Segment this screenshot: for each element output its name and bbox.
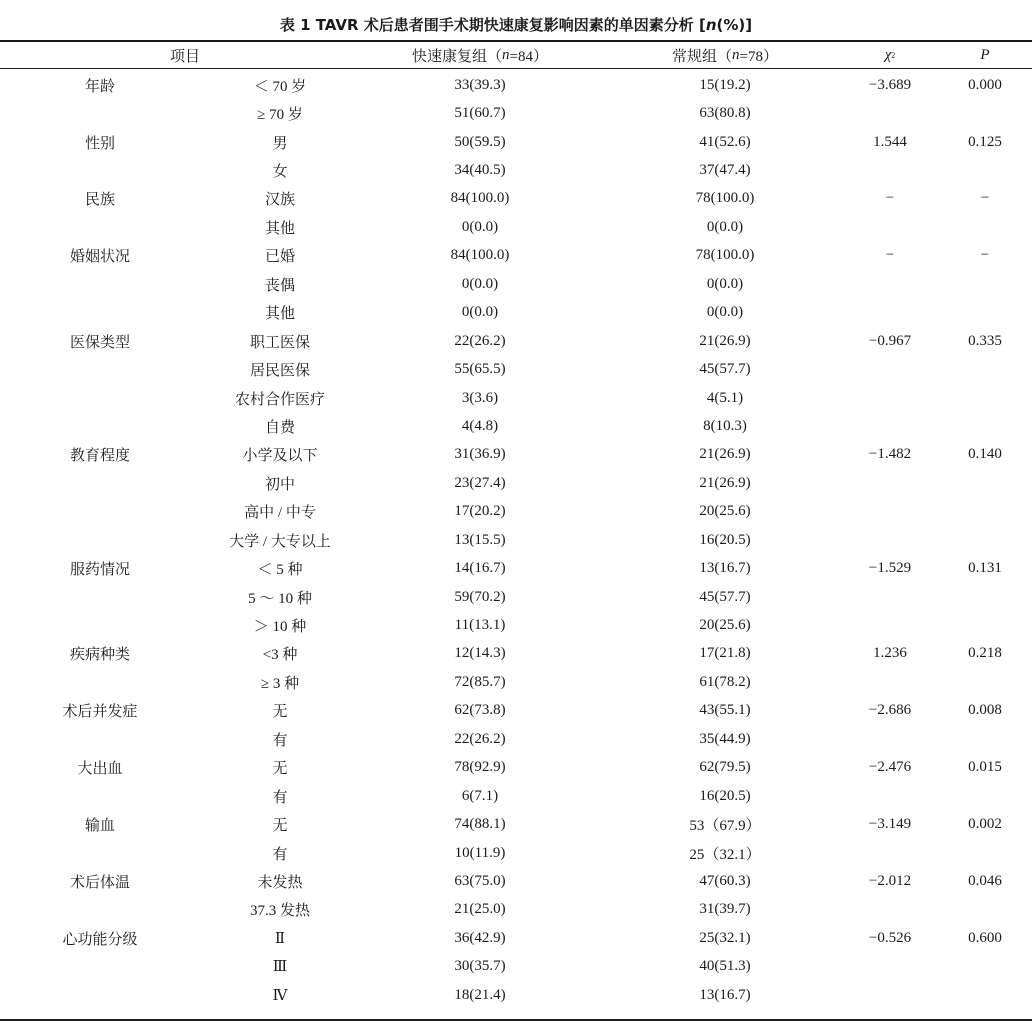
row-category xyxy=(30,953,170,981)
table-row xyxy=(0,242,1032,270)
row-regular-group-value: 63(80.8) xyxy=(699,105,751,122)
row-chi-square: −0.967 xyxy=(868,332,912,349)
row-fast-group-value: 62(73.8) xyxy=(454,702,506,719)
row-category: 医保类型 xyxy=(69,334,130,351)
row-category xyxy=(30,270,170,298)
row-category xyxy=(30,469,170,497)
row-subgroup: 有 xyxy=(272,789,288,806)
row-p-value: 0.335 xyxy=(968,332,1002,349)
header-p-value: P xyxy=(980,46,990,63)
row-regular-group-value: 47(60.3) xyxy=(699,872,751,889)
table-row xyxy=(0,469,1032,497)
row-regular-group-value: 0(0.0) xyxy=(706,304,744,321)
row-p-value xyxy=(930,583,1032,611)
row-category xyxy=(30,498,170,526)
row-regular-group-value: 31(39.7) xyxy=(699,901,751,918)
row-subgroup: ≥ 3 种 xyxy=(260,675,300,692)
row-fast-group-value: 23(27.4) xyxy=(454,474,506,491)
row-category xyxy=(30,611,170,639)
row-p-value: − xyxy=(980,247,990,264)
row-category: 输血 xyxy=(84,818,115,835)
row-regular-group-value: 62(79.5) xyxy=(699,759,751,776)
row-chi-square: −1.529 xyxy=(868,560,912,577)
row-p-value: 0.600 xyxy=(968,929,1002,946)
row-regular-group-value: 78(100.0) xyxy=(695,190,755,207)
row-category xyxy=(30,725,170,753)
row-p-value xyxy=(930,270,1032,298)
row-fast-group-value: 13(15.5) xyxy=(454,531,506,548)
row-category xyxy=(30,839,170,867)
row-subgroup: 初中 xyxy=(264,476,295,493)
row-subgroup: 居民医保 xyxy=(249,363,310,380)
row-subgroup: 无 xyxy=(272,704,288,721)
row-chi-square: − xyxy=(885,190,895,207)
row-fast-group-value: 0(0.0) xyxy=(461,304,499,321)
row-category: 教育程度 xyxy=(69,448,130,465)
row-fast-group-value: 63(75.0) xyxy=(454,872,506,889)
table-row xyxy=(0,953,1032,981)
row-subgroup: 大学 / 大专以上 xyxy=(229,533,331,550)
row-fast-group-value: 84(100.0) xyxy=(450,247,510,264)
row-chi-square: −3.689 xyxy=(868,76,912,93)
row-chi-square: −2.686 xyxy=(868,702,912,719)
row-regular-group-value: 43(55.1) xyxy=(699,702,751,719)
row-category xyxy=(30,782,170,810)
row-p-value xyxy=(930,782,1032,810)
row-category xyxy=(30,384,170,412)
row-regular-group-value: 53（67.9） xyxy=(689,818,761,835)
table-row xyxy=(0,526,1032,554)
row-subgroup: 5 ～ 10 种 xyxy=(248,590,312,607)
row-category: 民族 xyxy=(84,192,115,209)
row-regular-group-value: 16(20.5) xyxy=(699,531,751,548)
row-fast-group-value: 17(20.2) xyxy=(454,503,506,520)
row-fast-group-value: 30(35.7) xyxy=(454,958,506,975)
row-subgroup: 未发热 xyxy=(257,874,303,891)
row-subgroup: 其他 xyxy=(264,220,295,237)
row-fast-group-value: 6(7.1) xyxy=(461,787,499,804)
row-fast-group-value: 18(21.4) xyxy=(454,986,506,1003)
table-row xyxy=(0,299,1032,327)
row-regular-group-value: 17(21.8) xyxy=(699,645,751,662)
row-p-value xyxy=(930,355,1032,383)
row-category xyxy=(30,99,170,127)
row-subgroup: Ⅳ xyxy=(272,987,288,1004)
table-row xyxy=(0,668,1032,696)
table-row xyxy=(0,896,1032,924)
row-fast-group-value: 22(26.2) xyxy=(454,332,506,349)
row-category xyxy=(30,412,170,440)
row-p-value xyxy=(930,99,1032,127)
row-regular-group-value: 21(26.9) xyxy=(699,446,751,463)
table-body xyxy=(0,71,1032,1009)
row-p-value: 0.140 xyxy=(968,446,1002,463)
row-category: 大出血 xyxy=(77,761,123,778)
row-subgroup: 其他 xyxy=(264,306,295,323)
row-fast-group-value: 22(26.2) xyxy=(454,730,506,747)
row-category: 服药情况 xyxy=(69,562,130,579)
row-subgroup: 有 xyxy=(272,846,288,863)
row-category xyxy=(30,299,170,327)
caption-prefix: 表 1 TAVR 术后患者围手术期快速康复影响因素的单因素分析 [ xyxy=(279,16,706,34)
table-row xyxy=(0,71,1032,99)
row-fast-group-value: 14(16.7) xyxy=(454,560,506,577)
table-header xyxy=(0,42,1032,68)
row-p-value xyxy=(930,668,1032,696)
row-p-value xyxy=(930,526,1032,554)
table-row xyxy=(0,270,1032,298)
row-p-value xyxy=(930,498,1032,526)
row-category: 心功能分级 xyxy=(62,931,138,948)
table-row xyxy=(0,611,1032,639)
row-subgroup: ＜ 70 岁 xyxy=(253,78,307,95)
row-category: 术后体温 xyxy=(69,874,130,891)
row-regular-group-value: 45(57.7) xyxy=(699,588,751,605)
row-regular-group-value: 25（32.1） xyxy=(689,846,761,863)
header-chi-square: χ 2 xyxy=(884,46,896,63)
row-p-value: 0.000 xyxy=(968,76,1002,93)
row-subgroup: 职工医保 xyxy=(249,334,310,351)
row-regular-group-value: 45(57.7) xyxy=(699,361,751,378)
row-fast-group-value: 84(100.0) xyxy=(450,190,510,207)
table-row xyxy=(0,839,1032,867)
row-subgroup: Ⅲ xyxy=(272,959,288,976)
row-p-value xyxy=(930,412,1032,440)
row-category xyxy=(30,981,170,1009)
row-regular-group-value: 21(26.9) xyxy=(699,474,751,491)
table-row xyxy=(0,128,1032,156)
row-p-value: 0.131 xyxy=(968,560,1002,577)
row-fast-group-value: 55(65.5) xyxy=(454,361,506,378)
table-row xyxy=(0,725,1032,753)
row-regular-group-value: 16(20.5) xyxy=(699,787,751,804)
row-p-value xyxy=(930,299,1032,327)
table-row xyxy=(0,697,1032,725)
row-fast-group-value: 78(92.9) xyxy=(454,759,506,776)
row-category: 婚姻状况 xyxy=(69,249,130,266)
row-p-value xyxy=(930,953,1032,981)
row-subgroup: 丧偶 xyxy=(264,277,295,294)
row-p-value xyxy=(930,981,1032,1009)
row-category: 性别 xyxy=(84,135,115,152)
table-row xyxy=(0,640,1032,668)
row-regular-group-value: 4(5.1) xyxy=(706,389,744,406)
row-p-value: 0.218 xyxy=(968,645,1002,662)
row-category: 年龄 xyxy=(84,78,115,95)
row-chi-square: −2.476 xyxy=(868,759,912,776)
table-caption xyxy=(0,14,1032,35)
row-subgroup: <3 种 xyxy=(262,647,298,664)
row-subgroup: 汉族 xyxy=(264,192,295,209)
row-regular-group-value: 0(0.0) xyxy=(706,275,744,292)
row-regular-group-value: 35(44.9) xyxy=(699,730,751,747)
table-row xyxy=(0,412,1032,440)
table-row xyxy=(0,498,1032,526)
row-fast-group-value: 34(40.5) xyxy=(454,162,506,179)
header-fast-group: 快速康复组（ n =84） xyxy=(412,46,548,65)
row-fast-group-value: 4(4.8) xyxy=(461,417,499,434)
row-regular-group-value: 40(51.3) xyxy=(699,958,751,975)
row-category xyxy=(30,896,170,924)
row-subgroup: 农村合作医疗 xyxy=(234,391,325,408)
row-regular-group-value: 15(19.2) xyxy=(699,76,751,93)
row-category xyxy=(30,668,170,696)
table-row xyxy=(0,810,1032,838)
table-row xyxy=(0,327,1032,355)
row-fast-group-value: 72(85.7) xyxy=(454,673,506,690)
row-regular-group-value: 0(0.0) xyxy=(706,218,744,235)
row-subgroup: 有 xyxy=(272,732,288,749)
row-category: 疾病种类 xyxy=(69,647,130,664)
row-fast-group-value: 51(60.7) xyxy=(454,105,506,122)
row-chi-square: −3.149 xyxy=(868,816,912,833)
row-fast-group-value: 36(42.9) xyxy=(454,929,506,946)
bottom-rule xyxy=(0,1019,1032,1021)
header-regular-group: 常规组（ n =78） xyxy=(672,46,778,65)
table-row xyxy=(0,213,1032,241)
table-row xyxy=(0,441,1032,469)
table-row xyxy=(0,156,1032,184)
row-subgroup: Ⅱ xyxy=(274,930,286,947)
row-regular-group-value: 41(52.6) xyxy=(699,133,751,150)
row-subgroup: ＜ 5 种 xyxy=(257,562,303,579)
row-fast-group-value: 10(11.9) xyxy=(454,844,506,861)
header-rule xyxy=(0,68,1032,69)
header-item: 项目 xyxy=(169,48,200,65)
row-p-value xyxy=(930,725,1032,753)
table-row xyxy=(0,754,1032,782)
row-category xyxy=(30,213,170,241)
row-p-value xyxy=(930,469,1032,497)
caption-suffix: (%)] xyxy=(716,16,753,34)
row-chi-square: 1.236 xyxy=(873,645,907,662)
row-fast-group-value: 50(59.5) xyxy=(454,133,506,150)
table-row xyxy=(0,185,1032,213)
row-p-value xyxy=(930,213,1032,241)
row-subgroup: 高中 / 中专 xyxy=(244,505,316,522)
row-chi-square: −2.012 xyxy=(868,872,912,889)
row-regular-group-value: 8(10.3) xyxy=(703,417,747,434)
row-regular-group-value: 61(78.2) xyxy=(699,673,751,690)
row-category xyxy=(30,355,170,383)
row-fast-group-value: 3(3.6) xyxy=(461,389,499,406)
row-regular-group-value: 20(25.6) xyxy=(699,617,751,634)
row-chi-square: 1.544 xyxy=(873,133,907,150)
row-subgroup: 无 xyxy=(272,818,288,835)
row-subgroup: 男 xyxy=(272,135,288,152)
row-chi-square: − xyxy=(885,247,895,264)
row-category xyxy=(30,526,170,554)
table-row xyxy=(0,924,1032,952)
row-subgroup: ＞ 10 种 xyxy=(253,619,307,636)
caption-n: n xyxy=(705,16,717,34)
row-p-value: − xyxy=(980,190,990,207)
table-row xyxy=(0,99,1032,127)
table-row xyxy=(0,981,1032,1009)
table-row xyxy=(0,554,1032,582)
row-subgroup: 自费 xyxy=(264,419,295,436)
row-p-value xyxy=(930,839,1032,867)
table-row xyxy=(0,384,1032,412)
row-fast-group-value: 59(70.2) xyxy=(454,588,506,605)
row-subgroup: ≥ 70 岁 xyxy=(257,107,303,124)
row-subgroup: 小学及以下 xyxy=(242,448,318,465)
row-p-value: 0.125 xyxy=(968,133,1002,150)
row-p-value: 0.046 xyxy=(968,872,1002,889)
row-p-value: 0.002 xyxy=(968,816,1002,833)
row-regular-group-value: 13(16.7) xyxy=(699,560,751,577)
row-p-value xyxy=(930,384,1032,412)
row-p-value xyxy=(930,611,1032,639)
row-subgroup: 37.3 发热 xyxy=(249,903,310,920)
row-regular-group-value: 13(16.7) xyxy=(699,986,751,1003)
row-subgroup: 无 xyxy=(272,761,288,778)
row-fast-group-value: 12(14.3) xyxy=(454,645,506,662)
row-category: 术后并发症 xyxy=(62,704,138,721)
row-subgroup: 已婚 xyxy=(264,249,295,266)
row-fast-group-value: 33(39.3) xyxy=(454,76,506,93)
row-chi-square: −0.526 xyxy=(868,929,912,946)
table-row xyxy=(0,355,1032,383)
row-p-value: 0.008 xyxy=(968,702,1002,719)
row-category xyxy=(30,583,170,611)
row-p-value: 0.015 xyxy=(968,759,1002,776)
row-fast-group-value: 74(88.1) xyxy=(454,816,506,833)
row-p-value xyxy=(930,156,1032,184)
row-fast-group-value: 0(0.0) xyxy=(461,218,499,235)
row-subgroup: 女 xyxy=(272,164,288,181)
row-regular-group-value: 25(32.1) xyxy=(699,929,751,946)
row-regular-group-value: 78(100.0) xyxy=(695,247,755,264)
table-row xyxy=(0,583,1032,611)
row-p-value xyxy=(930,896,1032,924)
row-chi-square: −1.482 xyxy=(868,446,912,463)
row-fast-group-value: 21(25.0) xyxy=(454,901,506,918)
row-fast-group-value: 0(0.0) xyxy=(461,275,499,292)
table-row xyxy=(0,782,1032,810)
row-fast-group-value: 11(13.1) xyxy=(454,617,506,634)
row-category xyxy=(30,156,170,184)
row-regular-group-value: 21(26.9) xyxy=(699,332,751,349)
row-regular-group-value: 20(25.6) xyxy=(699,503,751,520)
row-regular-group-value: 37(47.4) xyxy=(699,162,751,179)
row-fast-group-value: 31(36.9) xyxy=(454,446,506,463)
table-row xyxy=(0,867,1032,895)
